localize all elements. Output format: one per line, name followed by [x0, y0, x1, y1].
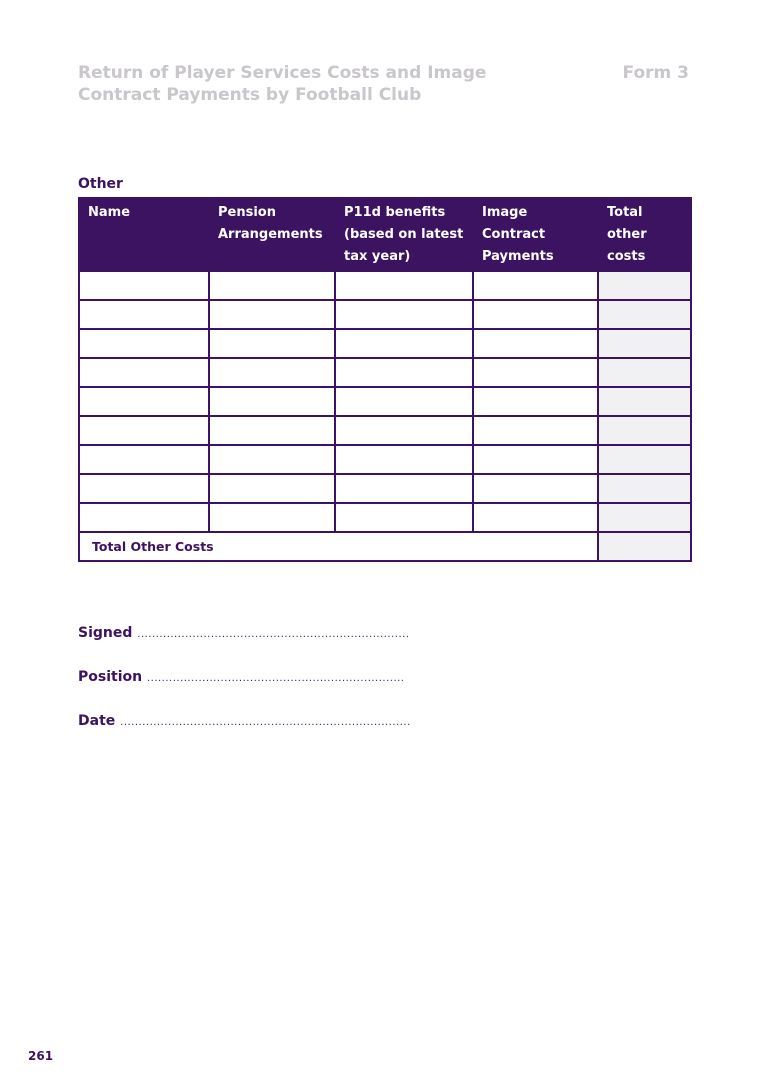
- position-label: Position: [78, 669, 143, 685]
- pension-cell[interactable]: [209, 358, 335, 387]
- total-other-cell[interactable]: [598, 300, 691, 329]
- table-row: [79, 387, 691, 416]
- table-body: [79, 271, 691, 561]
- p11d-cell[interactable]: [335, 474, 473, 503]
- name-cell[interactable]: [79, 300, 209, 329]
- column-header-total-other: Total other costs: [598, 198, 691, 271]
- p11d-cell[interactable]: [335, 271, 473, 300]
- form-number: Form 3: [622, 63, 689, 83]
- image-contract-cell[interactable]: [473, 300, 598, 329]
- table-row: [79, 416, 691, 445]
- column-header-pension: Pension Arrangements: [209, 198, 335, 271]
- date-field[interactable]: ...............................................................................: [120, 717, 411, 728]
- pension-cell[interactable]: [209, 474, 335, 503]
- signed-line: [78, 625, 410, 641]
- name-cell[interactable]: [79, 474, 209, 503]
- table-row: [79, 358, 691, 387]
- signed-label: Signed: [78, 625, 133, 641]
- name-cell[interactable]: [79, 358, 209, 387]
- p11d-cell[interactable]: [335, 329, 473, 358]
- image-contract-cell[interactable]: [473, 474, 598, 503]
- total-row: [79, 532, 691, 561]
- image-contract-cell[interactable]: [473, 416, 598, 445]
- total-other-cell[interactable]: [598, 503, 691, 532]
- pension-cell[interactable]: [209, 329, 335, 358]
- column-header-image-contract: Image Contract Payments: [473, 198, 598, 271]
- total-other-cell[interactable]: [598, 271, 691, 300]
- image-contract-cell[interactable]: [473, 503, 598, 532]
- total-other-cell[interactable]: [598, 445, 691, 474]
- total-other-cell[interactable]: [598, 329, 691, 358]
- form-title-line-2: Contract Payments by Football Club: [78, 85, 422, 105]
- signed-field[interactable]: ..........................................................................: [137, 629, 410, 640]
- name-cell[interactable]: [79, 445, 209, 474]
- form-title: [78, 62, 508, 106]
- other-costs-table: [78, 197, 692, 562]
- pension-cell[interactable]: [209, 416, 335, 445]
- date-label: Date: [78, 713, 116, 729]
- p11d-cell[interactable]: [335, 387, 473, 416]
- p11d-cell[interactable]: [335, 300, 473, 329]
- name-cell[interactable]: [79, 271, 209, 300]
- column-header-p11d: P11d benefits (based on latest tax year): [335, 198, 473, 271]
- table-row: [79, 329, 691, 358]
- table-header-row: [79, 198, 691, 271]
- pension-cell[interactable]: [209, 387, 335, 416]
- column-header-name: Name: [79, 198, 209, 271]
- form-title-line-1: Return of Player Services Costs and Image: [78, 63, 487, 83]
- image-contract-cell[interactable]: [473, 329, 598, 358]
- pension-cell[interactable]: [209, 300, 335, 329]
- total-other-cell[interactable]: [598, 474, 691, 503]
- name-cell[interactable]: [79, 416, 209, 445]
- table-row: [79, 503, 691, 532]
- total-other-costs-cell[interactable]: [598, 532, 691, 561]
- position-line: [78, 669, 404, 685]
- name-cell[interactable]: [79, 387, 209, 416]
- pension-cell[interactable]: [209, 271, 335, 300]
- p11d-cell[interactable]: [335, 503, 473, 532]
- pension-cell[interactable]: [209, 445, 335, 474]
- image-contract-cell[interactable]: [473, 358, 598, 387]
- table-row: [79, 300, 691, 329]
- section-label-other: Other: [78, 176, 123, 192]
- table-row: [79, 474, 691, 503]
- name-cell[interactable]: [79, 329, 209, 358]
- p11d-cell[interactable]: [335, 416, 473, 445]
- table-row: [79, 271, 691, 300]
- total-other-cell[interactable]: [598, 387, 691, 416]
- image-contract-cell[interactable]: [473, 271, 598, 300]
- position-field[interactable]: ......................................................................: [146, 673, 405, 684]
- image-contract-cell[interactable]: [473, 387, 598, 416]
- image-contract-cell[interactable]: [473, 445, 598, 474]
- page-number: 261: [28, 1049, 54, 1063]
- total-other-cell[interactable]: [598, 358, 691, 387]
- date-line: [78, 713, 411, 729]
- name-cell[interactable]: [79, 503, 209, 532]
- total-other-cell[interactable]: [598, 416, 691, 445]
- pension-cell[interactable]: [209, 503, 335, 532]
- p11d-cell[interactable]: [335, 358, 473, 387]
- table-row: [79, 445, 691, 474]
- total-other-costs-label: Total Other Costs: [79, 532, 598, 561]
- p11d-cell[interactable]: [335, 445, 473, 474]
